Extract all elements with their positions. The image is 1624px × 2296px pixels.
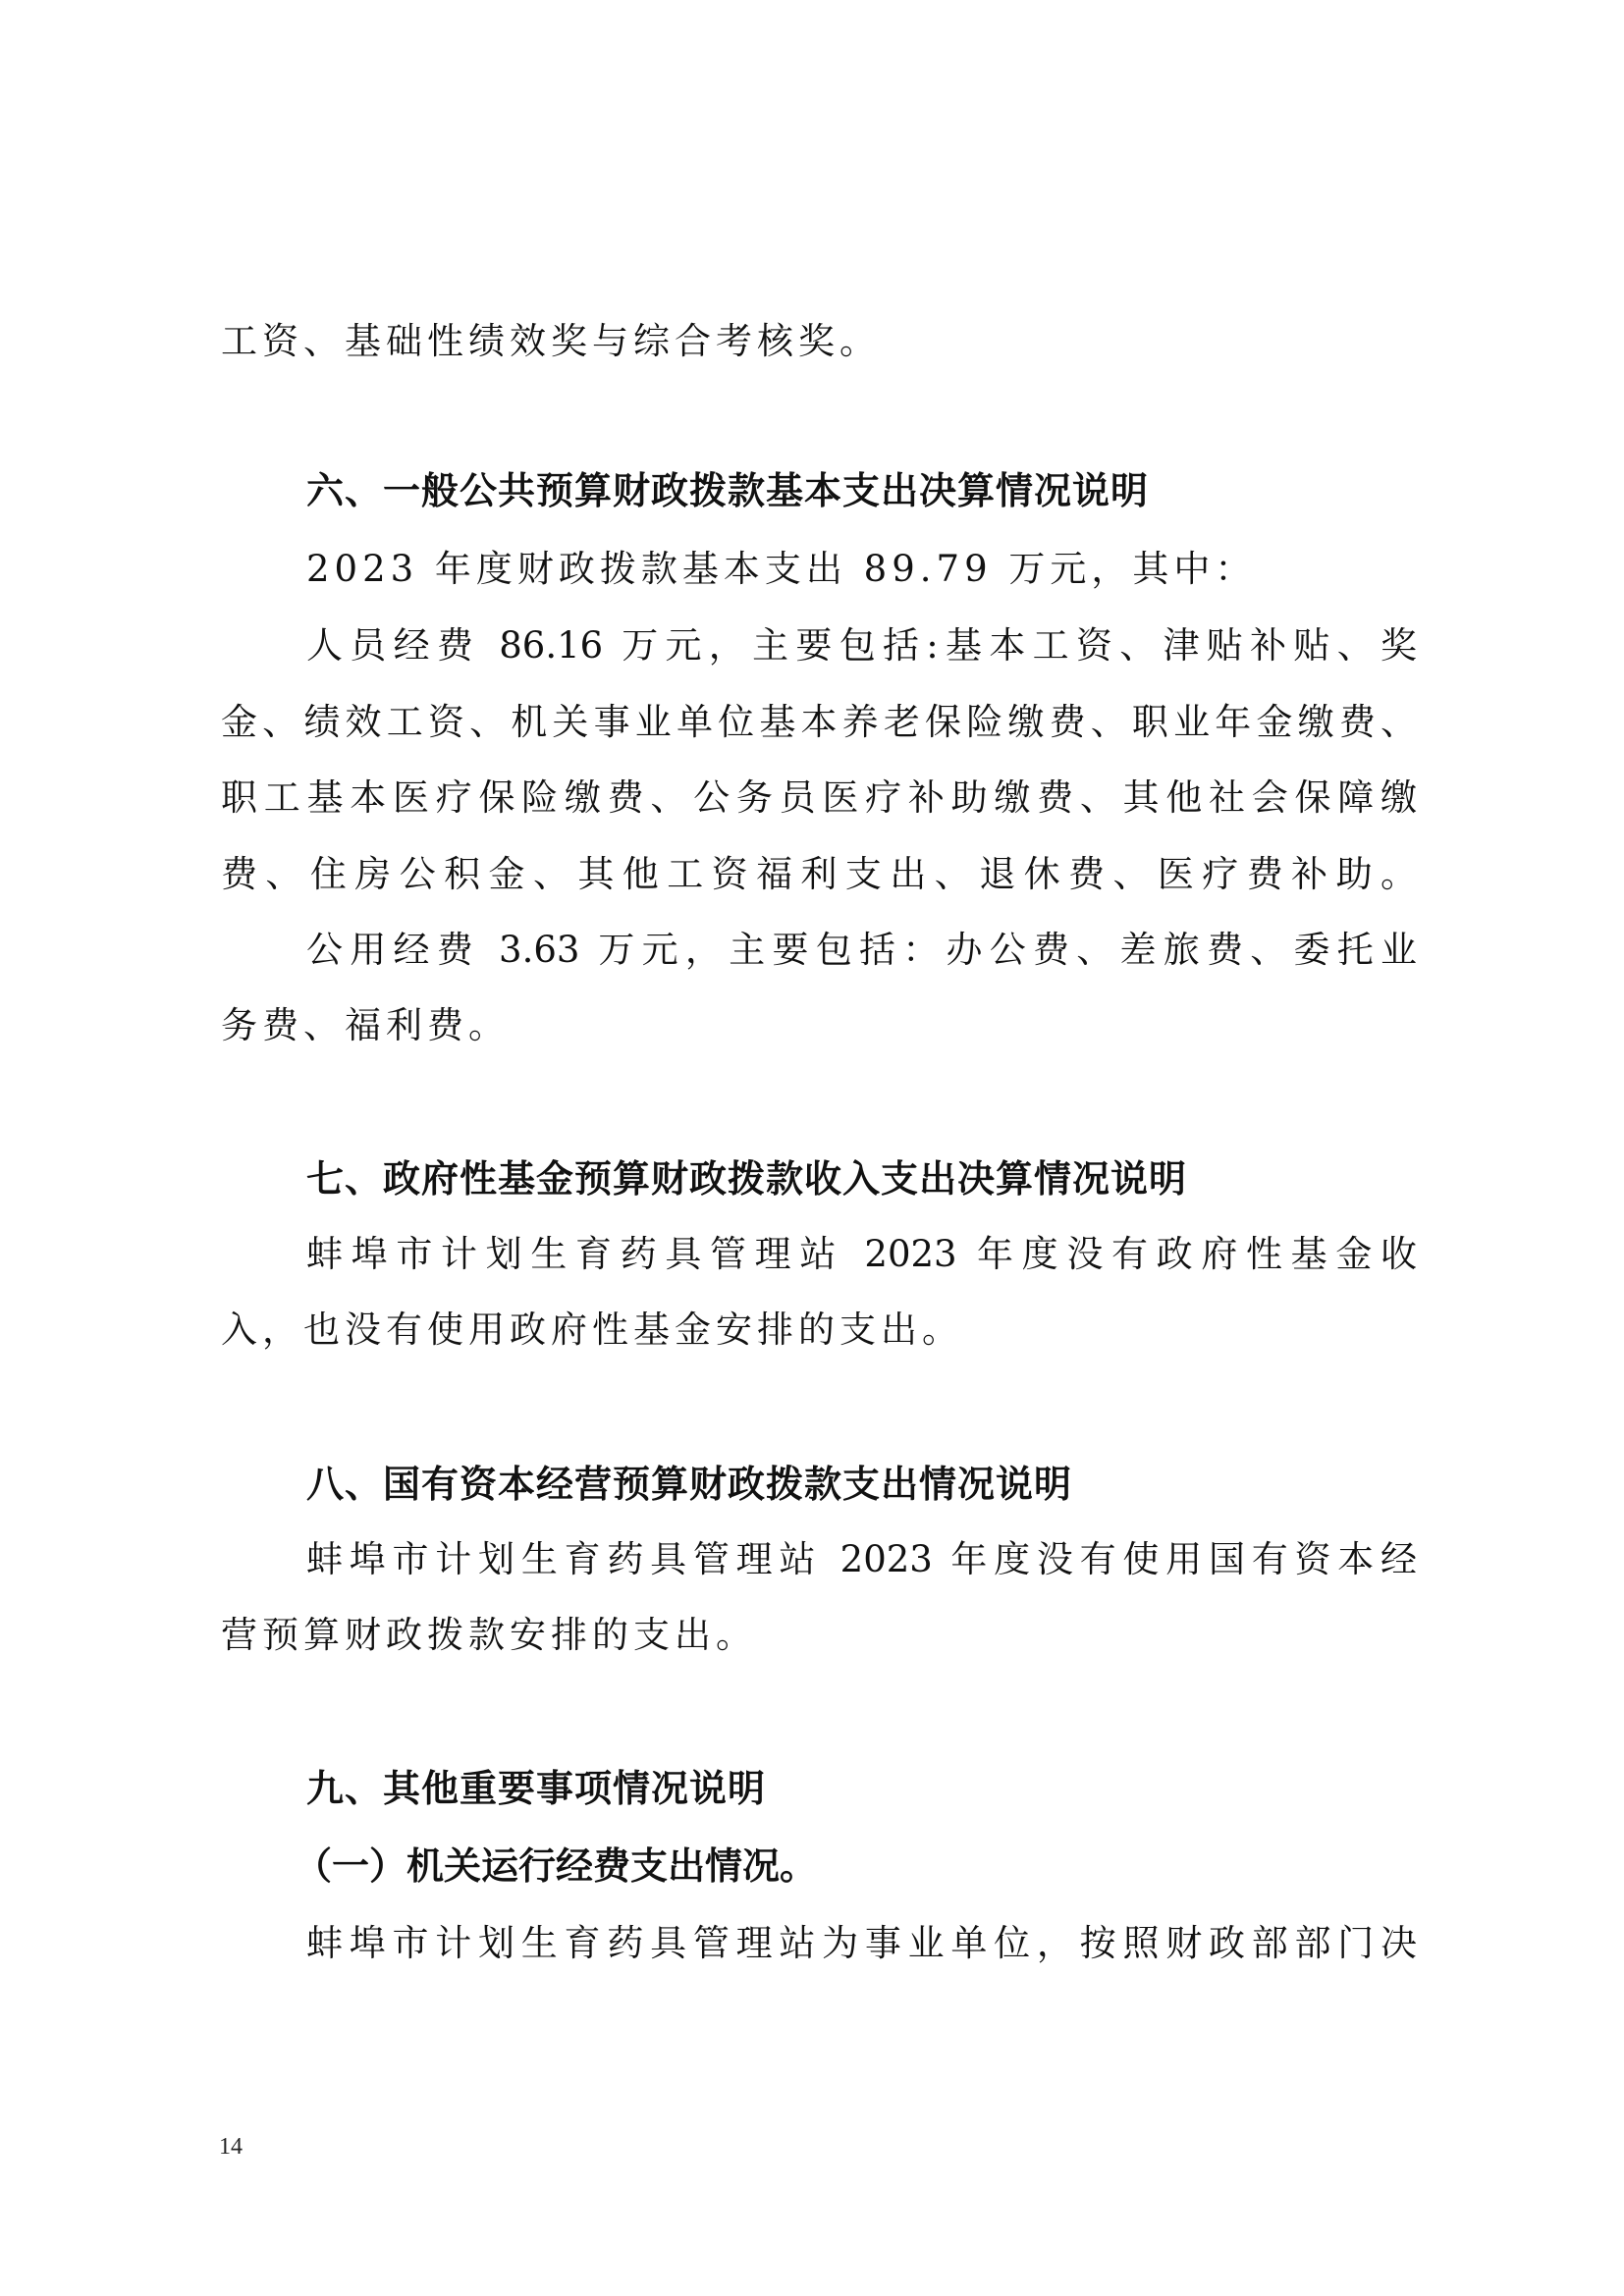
paragraph-line: 入，也没有使用政府性基金安排的支出。 xyxy=(221,1308,963,1351)
paragraph-line: 费、住房公积金、其他工资福利支出、退休费、医疗费补助。 xyxy=(221,853,1417,895)
paragraph-line: 蚌埠市计划生育药具管理站 2023 年度没有政府性基金收 xyxy=(306,1233,1417,1275)
section-heading-6: 六、一般公共预算财政拨款基本支出决算情况说明 xyxy=(306,469,1150,512)
paragraph-line: 蚌埠市计划生育药具管理站 2023 年度没有使用国有资本经 xyxy=(306,1538,1417,1580)
paragraph-line: 务费、福利费。 xyxy=(221,1004,510,1046)
paragraph-line: 蚌埠市计划生育药具管理站为事业单位，按照财政部部门决 xyxy=(306,1922,1417,1964)
paragraph-continuation: 工资、基础性绩效奖与综合考核奖。 xyxy=(221,320,881,362)
paragraph-line: 金、绩效工资、机关事业单位基本养老保险缴费、职业年金缴费、 xyxy=(221,701,1417,743)
paragraph-line: 职工基本医疗保险缴费、公务员医疗补助缴费、其他社会保障缴 xyxy=(221,776,1417,819)
paragraph-line: 营预算财政拨款安排的支出。 xyxy=(221,1614,757,1656)
section-heading-8: 八、国有资本经营预算财政拨款支出情况说明 xyxy=(306,1463,1073,1506)
paragraph-line: 公用经费 3.63 万元，主要包括：办公费、差旅费、委托业 xyxy=(306,929,1417,971)
paragraph-line: 人员经费 86.16 万元，主要包括:基本工资、津贴补贴、奖 xyxy=(306,624,1417,667)
section-heading-9: 九、其他重要事项情况说明 xyxy=(306,1767,767,1810)
subsection-heading: （一）机关运行经费支出情况。 xyxy=(295,1844,818,1888)
page-number: 14 xyxy=(219,2134,243,2160)
section-heading-7: 七、政府性基金预算财政拨款收入支出决算情况说明 xyxy=(306,1157,1188,1201)
paragraph-line: 2023 年度财政拨款基本支出 89.79 万元，其中： xyxy=(306,548,1257,590)
